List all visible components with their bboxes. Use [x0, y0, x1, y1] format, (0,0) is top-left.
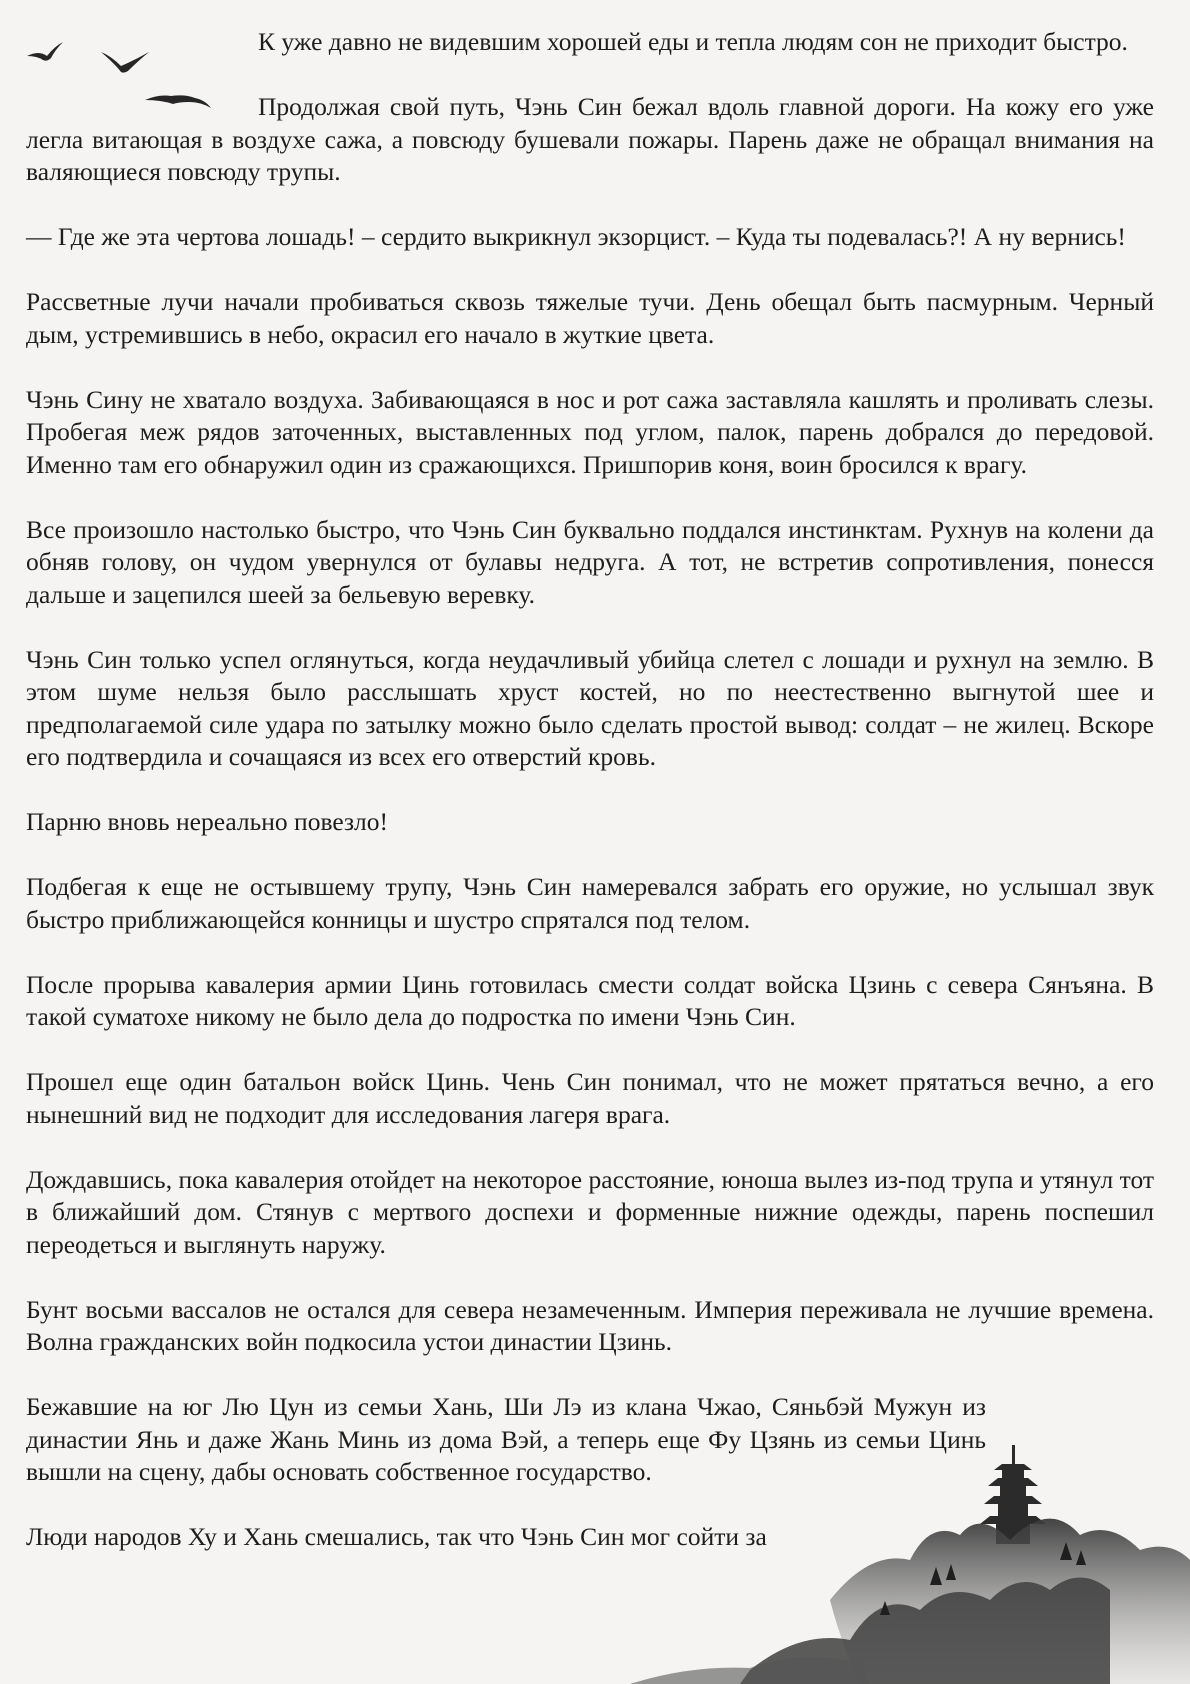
mountain-shape [630, 1657, 870, 1684]
paragraph: Подбегая к еще не остывшему трупу, Чэнь Син намеревался забрать его оружие, но услышал звук быстро приближающейся конницы и шустро спрятался под телом. [26, 872, 1154, 934]
paragraph: Дождавшись, пока кавалерия отойдет на некоторое расстояние, юноша вылез из-под трупа и утянул тот в ближайший дом. Стянув с мертвого доспехи и форменные нижние одежды, парень поспешил переодеться и выглянуть наружу. [26, 1164, 1154, 1259]
paragraph: — Где же эта чертова лошадь! – сердито выкрикнул экзорцист. – Куда ты подевалась?! А ну вернись! [26, 222, 1126, 251]
paragraph: Чэнь Сину не хватало воздуха. Забивающаяся в нос и рот сажа заставляла кашлять и проливать слезы. Пробегая меж рядов заточенных, выставленных под углом, палок, парень добрался до передовой. Именно там его обнаружил один из сражающихся. Пришпорив коня, воин бросился к врагу. [26, 384, 1154, 479]
paragraph: Люди народов Ху и Хань смешались, так что Чэнь Син мог сойти за [26, 1522, 767, 1551]
story-text [26, 26, 1154, 1554]
paragraph: Бежавшие на юг Лю Цун из семьи Хань, Ши Лэ из клана Чжао, Сяньбэй Мужун из династии Янь и даже Жань Минь из дома Вэй, а теперь еще Фу Цзянь из семьи Цинь вышли на сцену, дабы основать собственное государство. [26, 1392, 986, 1486]
paragraph: Парню вновь нереально повезло! [26, 807, 389, 836]
paragraph: Все произошло настолько быстро, что Чэнь Син буквально поддался инстинктам. Рухнув на колени да обняв голову, он чудом увернулся от булавы недруга. А тот, не встретив сопротивления, понесся дальше и зацепился шеей за бельевую веревку. [26, 514, 1154, 609]
paragraph: После прорыва кавалерия армии Цинь готовилась смести солдат войска Цзинь с севера Сянъяна. В такой суматохе никому не было дела до подростка по имени Чэнь Син. [26, 969, 1154, 1031]
paragraph: Рассветные лучи начали пробиваться сквозь тяжелые тучи. День обещал быть пасмурным. Черный дым, устремившись в небо, окрасил его начало в жуткие цвета. [26, 287, 1154, 349]
paragraph: Прошел еще один батальон войск Цинь. Чень Син понимал, что не может прятаться вечно, а его нынешний вид не подходит для исследования лагеря врага. [26, 1067, 1154, 1129]
paragraph: Бунт восьми вассалов не остался для севера незамеченным. Империя переживала не лучшие времена. Волна гражданских войн подкосила устои династии Цзинь. [26, 1294, 1154, 1356]
paragraph: К уже давно не видевшим хорошей еды и тепла людям сон не приходит быстро. [258, 27, 1128, 56]
paragraph: Чэнь Син только успел оглянуться, когда неудачливый убийца слетел с лошади и рухнул на землю. В этом шуме нельзя было расслышать хруст костей, но по неестественно выгнутой шее и предполагаемой силе удара по затылку можно было сделать простой вывод: солдат – не жилец. Вскоре его подтвердила и сочащаяся из всех его отверстий кровь. [26, 644, 1154, 771]
paragraph: Продолжая свой путь, Чэнь Син бежал вдоль главной дороги. На кожу его уже легла витающая в воздухе сажа, а повсюду бушевали пожары. Парень даже не обращал внимания на валяющиеся повсюду трупы. [26, 92, 1154, 186]
